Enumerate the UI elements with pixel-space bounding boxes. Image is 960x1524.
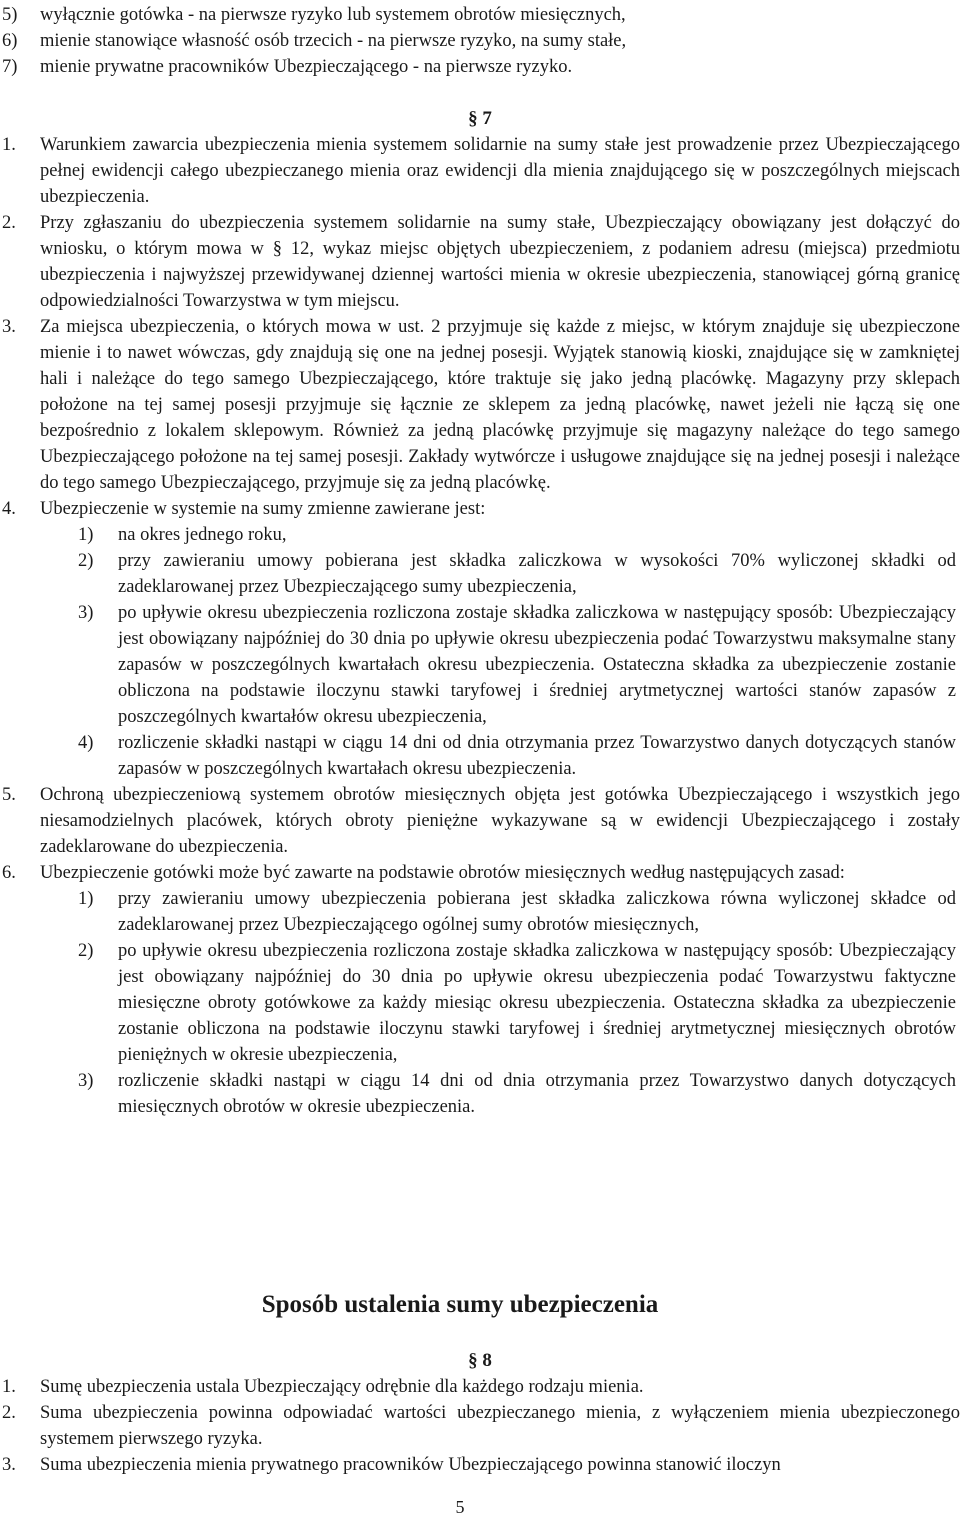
top-list (0, 2, 960, 80)
item-number: 7) (2, 57, 18, 77)
sub-item-text: po upływie okresu ubezpieczenia rozliczona zostaje składka zaliczkowa w następujący sposób: Ubezpieczający jest obowiązany najpóźniej do 30 dnia po upływie okresu ubezpieczenia podać Towarzystwu faktyczne miesięczne obroty gotówkowe za każdy miesiąc okresu ubezpieczenia. Ostateczna składka za ubezpieczenie zostanie obliczona na podstawie iloczynu stawki taryfowej i średniej arytmetycznej miesięcznych obrotów pieniężnych w okresie ubezpieczenia, (118, 941, 956, 1065)
sub-item-text: przy zawieraniu umowy ubezpieczenia pobierana jest składka zaliczkowa równa wyliczonej składce od zadeklarowanej przez Ubezpieczającego ogólnej sumy obrotów miesięcznych, (118, 889, 956, 935)
item-text: Ubezpieczenie gotówki może być zawarte na podstawie obrotów miesięcznych według następujących zasad: (40, 863, 845, 883)
item-number: 4. (2, 499, 16, 519)
list-item (0, 782, 960, 860)
item-number: 5. (2, 785, 16, 805)
item-text: Za miejsca ubezpieczenia, o których mowa w ust. 2 przyjmuje się każde z miejsc, w którym znajduje się ubezpieczone mienie i to nawet wówczas, gdy znajdują się one na jednej posesji. Wyjątek stanowią kioski, znajdujące się w zamkniętej hali i należące do tego samego Ubezpieczającego, które traktuje się jako jedną placówkę. Magazyny przy sklepach położone na tej samej posesji przyjmuje się łącznie ze sklepem za jedną placówkę, nawet jeżeli nie łączą się one bezpośrednio z lokalem sklepowym. Również za jedną placówkę przyjmuje się magazyny należące do tego samego Ubezpieczającego położone na tej samej posesji. Zakłady wytwórcze i usługowe znajdujące się na jednej posesji i należące do tego samego Ubezpieczającego, przyjmuje się za jedną placówkę. (40, 317, 960, 493)
list-item (0, 54, 960, 80)
item-number: 2. (2, 1403, 16, 1423)
sub-item-number: 4) (78, 733, 94, 753)
sub-item-text: rozliczenie składki nastąpi w ciągu 14 dni od dnia otrzymania przez Towarzystwo danych dotyczących miesięcznych obrotów w okresie ubezpieczenia. (118, 1071, 956, 1117)
item-text: wyłącznie gotówka - na pierwsze ryzyko lub systemem obrotów miesięcznych, (40, 5, 626, 25)
item-text: mienie stanowiące własność osób trzecich - na pierwsze ryzyko, na sumy stałe, (40, 31, 627, 51)
paragraph-8-heading: § 8 (468, 1350, 492, 1371)
item-number: 5) (2, 5, 18, 25)
list-item (0, 496, 960, 522)
item-text: Przy zgłaszaniu do ubezpieczenia systemem solidarnie na sumy stałe, Ubezpieczający obowiązany jest dołączyć do wniosku, o którym mowa w § 12, wykaz miejsc objętych ubezpieczeniem, z podaniem adresu (miejsca) przedmiotu ubezpieczenia i najwyższej przewidywanej dziennej wartości mienia w okresie ubezpieczenia, stanowiącej górną granicę odpowiedzialności Towarzystwa w tym miejscu. (40, 213, 960, 311)
paragraph-8-body (0, 1374, 960, 1478)
sub-item-number: 3) (78, 1071, 94, 1091)
item-number: 3. (2, 317, 16, 337)
list-item (0, 132, 960, 210)
sub-list-item (40, 938, 960, 1068)
sub-item-text: na okres jednego roku, (118, 525, 287, 545)
sub-list-item (40, 730, 960, 782)
item-number: 1. (2, 135, 16, 155)
item-text: Suma ubezpieczenia powinna odpowiadać wartości ubezpieczanego mienia, z wyłączeniem mienia ubezpieczonego systemem pierwszego ryzyka. (40, 1403, 960, 1449)
paragraph-7-body (0, 132, 960, 1120)
list-item (0, 1374, 960, 1400)
sub-item-number: 2) (78, 941, 94, 961)
item-text: Sumę ubezpieczenia ustala Ubezpieczający odrębnie dla każdego rodzaju mienia. (40, 1377, 644, 1397)
list-item (0, 1452, 960, 1478)
sub-item-number: 1) (78, 889, 94, 909)
item-text: Ochroną ubezpieczeniową systemem obrotów miesięcznych objęta jest gotówka Ubezpieczającego i wszystkich jego niesamodzielnych placówek, których obroty pieniężne wykazywane są w ewidencji Ubezpieczającego i zostały zadeklarowane do ubezpieczenia. (40, 785, 960, 857)
item-text: Ubezpieczenie w systemie na sumy zmienne zawierane jest: (40, 499, 486, 519)
item-number: 6. (2, 863, 16, 883)
sub-list-item (40, 600, 960, 730)
list-item (0, 314, 960, 496)
sub-list-item (40, 1068, 960, 1120)
sub-item-text: przy zawieraniu umowy pobierana jest składka zaliczkowa w wysokości 70% wyliczonej składki od zadeklarowanej przez Ubezpieczającego sumy ubezpieczenia, (118, 551, 956, 597)
sub-item-number: 2) (78, 551, 94, 571)
sub-item-text: rozliczenie składki nastąpi w ciągu 14 dni od dnia otrzymania przez Towarzystwo danych dotyczących stanów zapasów w poszczególnych kwartałach okresu ubezpieczenia. (118, 733, 956, 779)
item-number: 3. (2, 1455, 16, 1475)
sub-item-number: 1) (78, 525, 94, 545)
item-text: mienie prywatne pracowników Ubezpieczającego - na pierwsze ryzyko. (40, 57, 573, 77)
list-item (0, 210, 960, 314)
list-item (0, 2, 960, 28)
sub-list-item (40, 886, 960, 938)
sub-list-item (40, 548, 960, 600)
list-item (0, 28, 960, 54)
sub-item-number: 3) (78, 603, 94, 623)
list-item (0, 860, 960, 886)
page-number: 5 (455, 1497, 465, 1517)
sub-list-item (40, 522, 960, 548)
list-item (0, 1400, 960, 1452)
item-number: 2. (2, 213, 16, 233)
paragraph-7-heading: § 7 (468, 108, 492, 129)
item-number: 6) (2, 31, 18, 51)
item-text: Warunkiem zawarcia ubezpieczenia mienia systemem solidarnie na sumy stałe jest prowadzenie przez Ubezpieczającego pełnej ewidencji całego ubezpieczanego mienia oraz ewidencji dla mienia znajdującego się w poszczególnych miejscach ubezpieczenia. (40, 135, 960, 207)
sub-item-text: po upływie okresu ubezpieczenia rozliczona zostaje składka zaliczkowa w następujący sposób: Ubezpieczający jest obowiązany najpóźniej do 30 dnia po upływie okresu ubezpieczenia podać Towarzystwu maksymalne stany zapasów w poszczególnych kwartałach okresu ubezpieczenia. Ostateczna składka za ubezpieczenie zostanie obliczona na podstawie iloczynu stawki taryfowej i średniej arytmetycznej wartości stanów zapasów z poszczególnych kwartałów okresu ubezpieczenia, (118, 603, 956, 727)
item-number: 1. (2, 1377, 16, 1397)
item-text: Suma ubezpieczenia mienia prywatnego pracowników Ubezpieczającego powinna stanowić iloczyn (40, 1455, 781, 1475)
section-title: Sposób ustalenia sumy ubezpieczenia (261, 1291, 659, 1318)
